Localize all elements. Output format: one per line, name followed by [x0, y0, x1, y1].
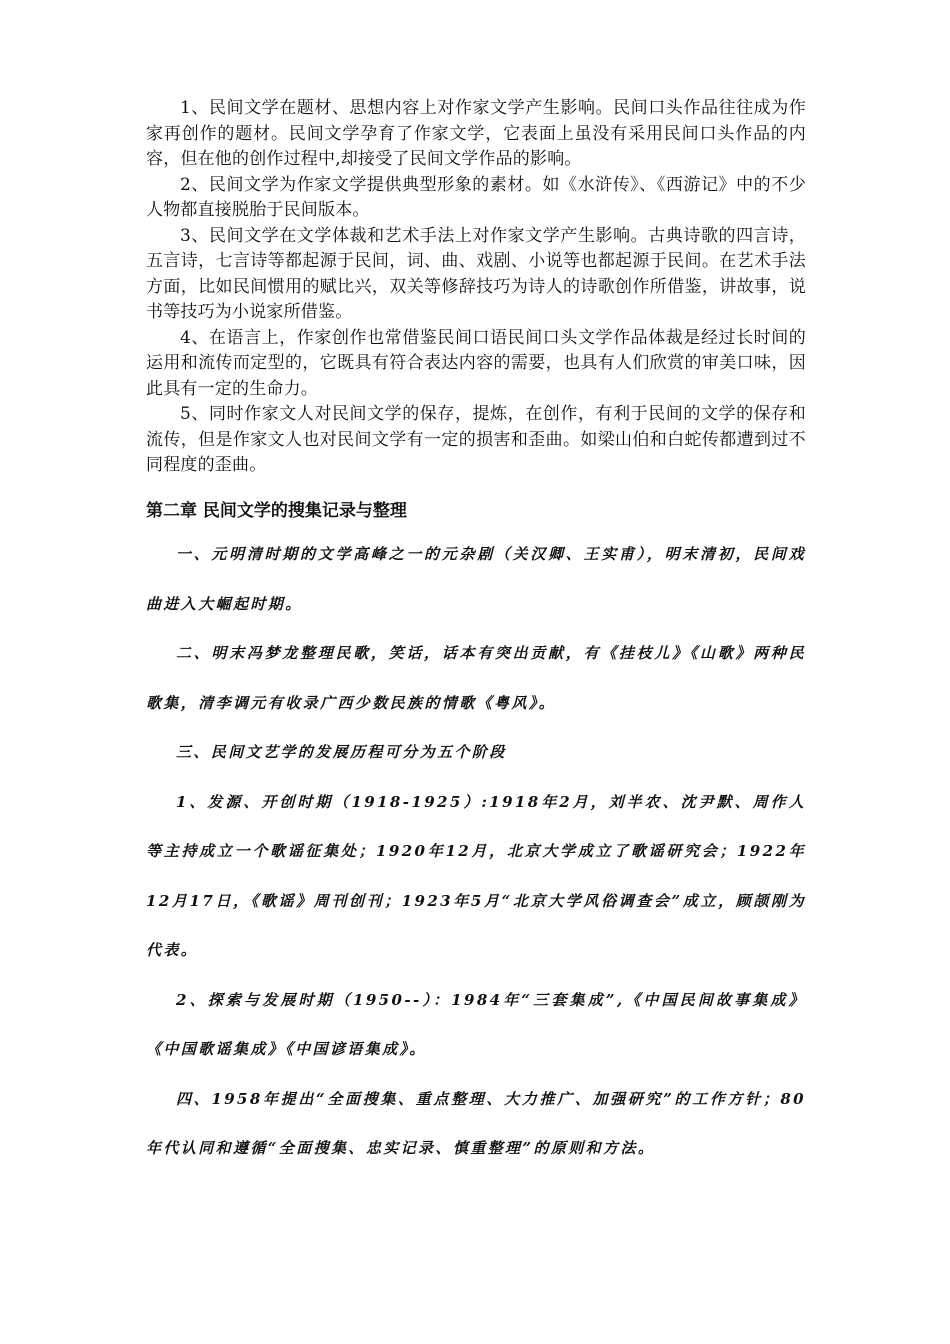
influence-paragraph-2: 2、民间文学为作家文学提供典型形象的素材。如《水浒传》、《西游记》中的不少人物都直接脱胎于民间版本。 — [146, 174, 806, 220]
chapter-paragraph-4: 1、发源、开创时期（1918-1925）:1918年2月，刘半农、沈尹默、周作人等主持成立一个歌谣征集处；1920年12月，北京大学成立了歌谣研究会；1922年12月17日，《歌谣》周刊创刊；1923年5月“北京大学风俗调查会”成立，顾颉刚为代表。 — [146, 792, 806, 959]
chapter-paragraph-6: 四、1958年提出“全面搜集、重点整理、大力推广、加强研究”的工作方针；80年代认同和遵循“全面搜集、忠实记录、慎重整理”的原则和方法。 — [146, 1089, 806, 1157]
chapter-heading: 第二章 民间文学的搜集记录与整理 — [146, 501, 407, 521]
influence-paragraph-1: 1、民间文学在题材、思想内容上对作家文学产生影响。民间口头作品往往成为作家再创作的题材。民间文学孕育了作家文学，它表面上虽没有采用民间口头作品的内容，但在他的创作过程中,却接受了民间文学作品的影响。 — [146, 98, 806, 169]
influence-paragraph-3: 3、民间文学在文学体裁和艺术手法上对作家文学产生影响。古典诗歌的四言诗，五言诗，七言诗等都起源于民间，词、曲、戏剧、小说等也都起源于民间。在艺术手法方面，比如民间惯用的赋比兴，双关等修辞技巧为诗人的诗歌创作所借鉴，讲故事，说书等技巧为小说家所借鉴。 — [146, 225, 806, 322]
chapter-paragraph-1: 一、元明清时期的文学高峰之一的元杂剧（关汉卿、王实甫），明末清初，民间戏曲进入大崛起时期。 — [146, 545, 806, 613]
chapter-paragraph-5: 2、探索与发展时期（1950--）：1984年“三套集成”,《中国民间故事集成》《中国歌谣集成》《中国谚语集成》。 — [146, 990, 806, 1058]
chapter-paragraph-2: 二、明末冯梦龙整理民歌，笑话，话本有突出贡献，有《挂枝儿》《山歌》两种民歌集，清李调元有收录广西少数民族的情歌《粤风》。 — [146, 644, 806, 712]
influence-paragraph-4: 4、在语言上，作家创作也常借鉴民间口语民间口头文学作品体裁是经过长时间的运用和流传而定型的，它既具有符合表达内容的需要，也具有人们欣赏的审美口味，因此具有一定的生命力。 — [146, 327, 806, 399]
chapter-body — [146, 530, 806, 1174]
influence-section — [146, 96, 806, 479]
chapter-paragraph-3: 三、民间文艺学的发展历程可分为五个阶段 — [176, 743, 507, 761]
influence-paragraph-5: 5、同时作家文人对民间文学的保存，提炼，在创作，有利于民间的文学的保存和流传，但是作家文人也对民间文学有一定的损害和歪曲。如梁山伯和白蛇传都遭到过不同程度的歪曲。 — [146, 404, 806, 475]
